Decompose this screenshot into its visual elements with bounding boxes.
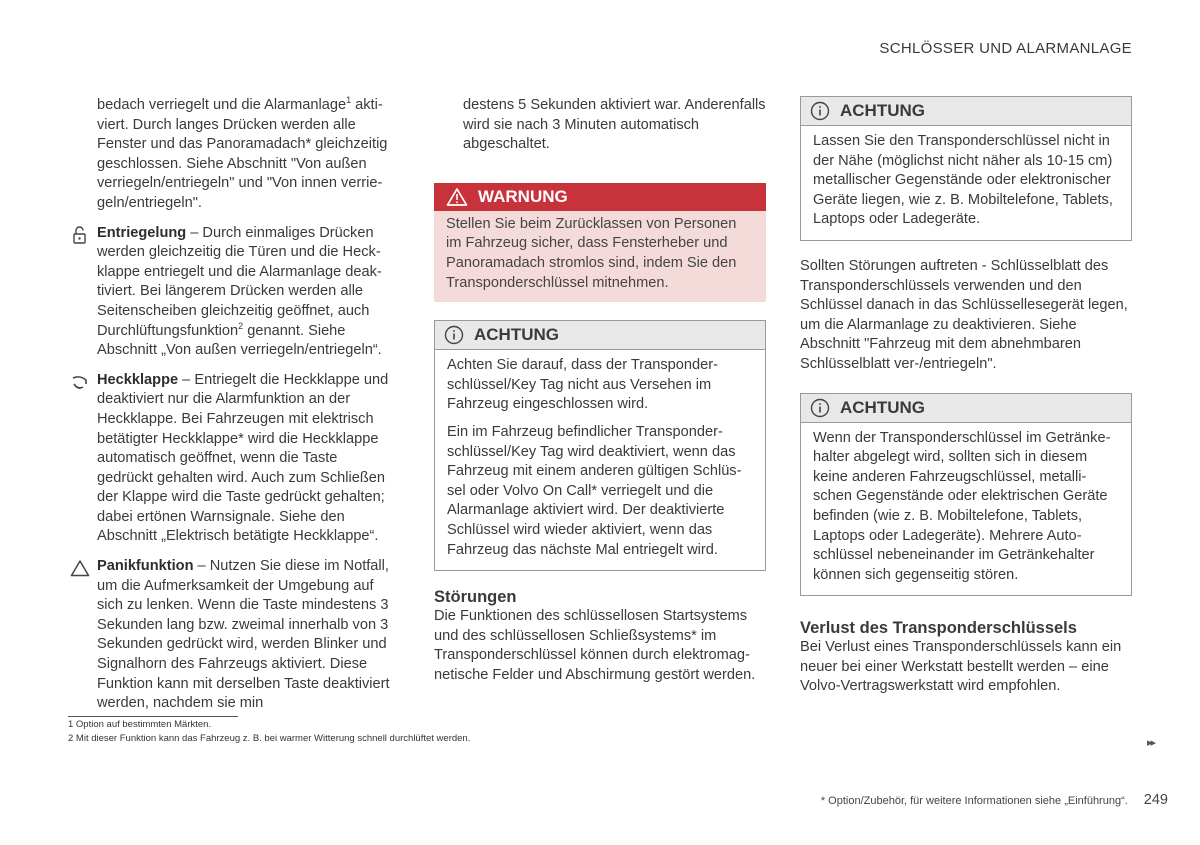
footnote-2: 2 Mit dieser Funktion kann das Fahrzeug z. B. bei warmer Witterung schnell durchlüftet werden. (68, 733, 471, 744)
footnote-1: 1 Option auf bestimmten Märkten. (68, 719, 212, 730)
continued-paragraph: destens 5 Sekunden aktiviert war. Anderenfalls wird sie nach 3 Minuten automatisch abgeschaltet. (463, 97, 766, 153)
info-icon (810, 101, 830, 121)
tailgate-icon (70, 372, 90, 392)
panic-triangle-icon (70, 558, 90, 578)
stoerungen-paragraph: Die Funktionen des schlüssellosen Startsystems und des schlüssellosen Schließsystems* im Transponderschlüssel können durch elektromagnetische Felder und Abschirmung gestört werden. (434, 608, 756, 683)
footer-note: * Option/Zubehör, für weitere Informationen siehe „Einführung“. (820, 795, 1128, 807)
footnote-ref-1: 1 (346, 95, 352, 105)
footnote-divider (68, 716, 238, 717)
item-panikfunktion: Panikfunktion – Nutzen Sie diese im Notfall, um die Aufmerksamkeit der Umgebung auf sich zu lenken. Wenn die Taste mindestens 3 Sekunden lang bzw. zweimal innerhalb von 3 Sekunden gedrückt wird, werden Blinker und Signalhorn des Fahrzeugs aktiviert. Diese Funktion kann mit derselben Taste deaktiviert werden, nachdem sie min (97, 557, 397, 714)
warning-title: WARNUNG (434, 183, 766, 211)
attention-box-2 (800, 393, 1132, 597)
attention-box-1 (800, 96, 1132, 241)
attention-box (434, 320, 766, 571)
verlust-paragraph: Bei Verlust eines Transponderschlüssels kann ein neuer bei einer Werkstatt bestellt werden – eine Volvo-Vertragswerkstatt wird empfohlen. (800, 639, 1122, 695)
column-2 (434, 96, 766, 685)
footnote-ref-2: 2 (238, 320, 244, 331)
attention-title-2: ACHTUNG (801, 394, 1131, 423)
info-icon (810, 398, 830, 418)
attention-title: ACHTUNG (435, 321, 765, 350)
unlock-icon (70, 225, 90, 245)
page-number: 249 (1143, 792, 1168, 808)
attention-title-1: ACHTUNG (801, 97, 1131, 126)
heading-verlust: Verlust des Transponderschlüssels (800, 619, 1077, 638)
attention-body: Achten Sie darauf, dass der Transponderschlüssel/Key Tag nicht aus Versehen im Fahrzeug eingeschlossen wird. Ein im Fahrzeug befindlicher Transponderschlüssel/Key Tag wird deaktiviert, wenn das Fahrzeug mit einem anderen gültigen Schlüssel oder Volvo On Call* verriegelt und die Alarmanlage aktiviert wird. Der deaktivierte Schlüssel wird wieder aktiviert, wenn das Fahrzeug das nächste Mal entriegelt wird. (447, 357, 742, 558)
item-entriegelung: Entriegelung – Durch einmaliges Drücken werden gleichzeitig die Türen und die Heckklappe entriegelt und die Alarmanlage deaktiviert. Bei längerem Drücken werden alle Seitenscheiben gleichzeitig geöffnet, auch Durchlüftungsfunktion$^2$ genannt. Siehe Abschnitt „Von außen verriegeln/entriegeln“. (97, 224, 397, 361)
warning-box (434, 183, 766, 302)
column-1 (97, 96, 397, 714)
attention-body-1: Lassen Sie den Transponderschlüssel nicht in der Nähe (möglichst nicht näher als 10-15 cm) metallischer Gegenstände oder elektronischer Geräte liegen, wie z. B. Mobiltelefone, Tablets, Laptops oder Ladegeräte. (813, 133, 1113, 228)
stoerungen-fix-paragraph: Sollten Störungen auftreten - Schlüsselblatt des Transponderschlüssels verwenden und den Schlüssel danach in das Schlüssellesegerät legen, um die Alarmanlage zu deaktivieren. Siehe Abschnitt "Fahrzeug mit dem abnehmbaren Schlüsselblatt ver-/entriegeln". (800, 257, 1128, 372)
footnotes (68, 718, 470, 746)
info-icon (444, 325, 464, 345)
warning-text: Stellen Sie beim Zurücklassen von Personen im Fahrzeug sicher, dass Fensterheber und Panoramadach stromlos sind, indem Sie den Transponderschlüssel mitnehmen. (446, 215, 737, 291)
column-3 (800, 96, 1132, 697)
item-heckklappe: Heckklappe – Entriegelt die Heckklappe und deaktiviert nur die Alarmfunktion an der Heckklappe. Bei Fahrzeugen mit elektrisch betätigter Heckklappe* wird die Heckklappe automatisch geöffnet, wenn die Taste gedrückt gehalten wird. Auch zum Schließen der Klappe wird die Taste gedrückt gehalten; dabei ertönen Warnsignale. Siehe den Abschnitt „Elektrisch betätigte Heckklappe“. (97, 371, 397, 547)
page-footer (821, 792, 1168, 808)
section-title: SCHLÖSSER UND ALARMANLAGE (879, 40, 1132, 57)
heading-stoerungen: Störungen (434, 588, 517, 607)
continue-arrow-icon: ▸▸ (1147, 737, 1155, 749)
warning-triangle-icon (446, 187, 468, 207)
intro-paragraph: bedach verriegelt und die Alarmanlage$^1$ aktiviert. Durch langes Drücken werden alle Fenster und das Panoramadach* gleichzeitig geschlossen. Siehe Abschnitt "Von außen verriegeln/entriegeln" und "Von innen verriegeln/entriegeln". (97, 95, 388, 211)
attention-body-2: Wenn der Transponderschlüssel im Getränkehalter abgelegt wird, sollten sich in diesem keine anderen Fahrzeugschlüssel, metallischen Gegenstände oder elektrischen Geräte befinden (wie z. B. Mobiltelefone, Tablets, Laptops oder Ladegeräte). Mehrere Autoschlüssel nebeneinander im Getränkehalter können sich gegenseitig stören. (813, 429, 1111, 583)
